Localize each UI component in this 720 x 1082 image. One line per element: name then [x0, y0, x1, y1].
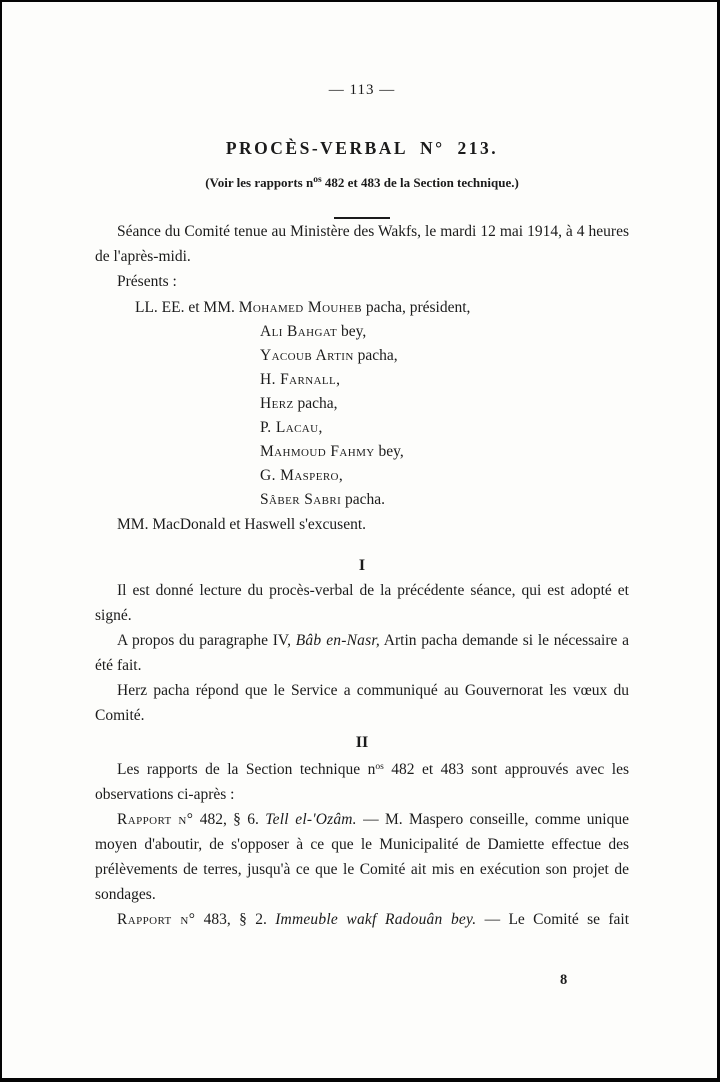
signature-mark: 8: [560, 972, 568, 988]
section-2-heading: II: [355, 734, 369, 751]
attendee-rest: pacha,: [353, 347, 398, 364]
rapport-title: Immeuble wakf Radouân bey.: [275, 911, 477, 928]
section-1-paragraph-2: [95, 628, 629, 678]
rapport-483-paragraph: [95, 907, 629, 932]
attendee-row: [260, 344, 629, 368]
paragraph-post: Artin pacha demande si le nécessaire a été fait.: [95, 632, 630, 674]
rapport-body: — Le Comité se fait: [476, 911, 630, 928]
paragraph-post: 482 et 483 sont approuvés avec les observations ci-après :: [95, 761, 629, 803]
attendees-prefix: LL. EE. et MM.: [135, 299, 239, 316]
attendee-name: P. Lacau: [260, 419, 319, 436]
attendee-name: Ali Bahgat: [260, 323, 338, 340]
attendee-rest: pacha, président,: [361, 299, 471, 316]
presents-label: Présents :: [117, 273, 177, 290]
attendee-row: [135, 296, 629, 320]
attendees-list: [95, 296, 629, 512]
attendee-name: Herz: [260, 395, 294, 412]
attendee-rest: pacha.: [341, 491, 386, 508]
attendee-rest: pacha,: [293, 395, 338, 412]
paragraph-italic: Bâb en-Nasr,: [295, 632, 380, 649]
doc-subtitle: [95, 168, 629, 195]
folio-number: — 113 —: [328, 82, 396, 98]
subtitle-post: 482 et 483 de la Section technique.): [321, 175, 519, 190]
attendee-rest: ,: [336, 371, 341, 388]
rapport-label: Rapport n°: [117, 911, 196, 928]
section-1-paragraph-1: Il est donné lecture du procès-verbal de la précédente séance, qui est adopté et signé.: [95, 582, 629, 624]
excused-note: MM. MacDonald et Haswell s'excusent.: [117, 516, 367, 533]
attendee-rest: ,: [338, 467, 343, 484]
subtitle-pre: (Voir les rapports n: [205, 175, 314, 190]
attendee-name: Mohamed Mouheb: [238, 299, 362, 316]
subtitle-superscript: os: [313, 175, 322, 185]
attendee-rest: bey,: [337, 323, 367, 340]
rapport-ref: 482, § 6.: [193, 811, 266, 828]
attendee-name: Sâber Sabri: [260, 491, 342, 508]
paragraph-pre: A propos du paragraphe IV,: [117, 632, 296, 649]
attendee-rest: ,: [318, 419, 323, 436]
section-1-paragraph-3: Herz pacha répond que le Service a communiqué au Gouvernorat les vœux du Comité.: [95, 682, 629, 724]
rapport-ref: 483, § 2.: [195, 911, 276, 928]
paragraph-superscript: os: [375, 762, 384, 772]
rapport-482-paragraph: [95, 807, 629, 907]
attendee-name: G. Maspero: [260, 467, 339, 484]
attendee-name: H. Farnall: [260, 371, 337, 388]
doc-title: PROCÈS-VERBAL N° 213.: [225, 138, 499, 158]
section-1-heading: I: [358, 557, 366, 574]
attendee-row: [260, 320, 629, 344]
attendee-row: [260, 464, 629, 488]
attendee-row: [260, 488, 629, 512]
attendee-row: [260, 392, 629, 416]
attendee-rest: bey,: [374, 443, 404, 460]
intro-paragraph: Séance du Comité tenue au Ministère des Wakfs, le mardi 12 mai 1914, à 4 heures de l'après-midi.: [95, 223, 629, 265]
attendee-row: [260, 368, 629, 392]
paragraph-pre: Les rapports de la Section technique n: [117, 761, 376, 778]
rapport-title: Tell el-'Ozâm.: [265, 811, 357, 828]
page-content: [95, 2, 629, 932]
attendee-row: [260, 416, 629, 440]
attendee-name: Mahmoud Fahmy: [260, 443, 375, 460]
attendee-row: [260, 440, 629, 464]
rapport-label: Rapport n°: [117, 811, 194, 828]
rapport-body: — M. Maspero conseille, comme unique moyen d'aboutir, de s'opposer à ce que le Municipalité de Damiette effectue des prélèvements de terres, jusqu'à ce que le Comité ait mis en exécution son projet de sondages.: [95, 811, 629, 903]
attendee-name: Yacoub Artin: [260, 347, 354, 364]
section-2-paragraph-1: [95, 755, 629, 807]
